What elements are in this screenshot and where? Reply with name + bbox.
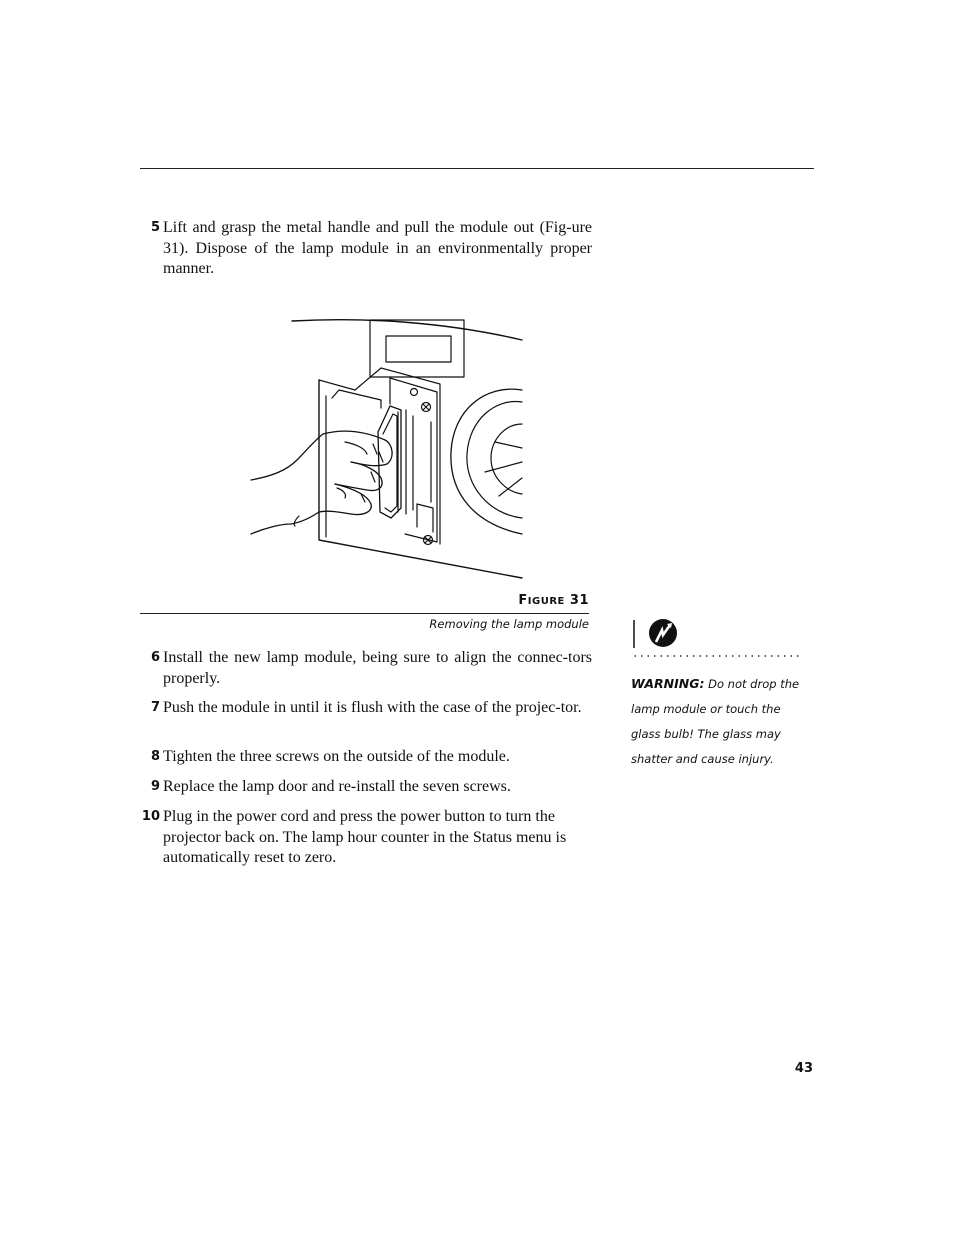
step-text: Push the module in until it is flush with the case of the projec-tor. <box>163 699 582 716</box>
step-text: Lift and grasp the metal handle and pull the module out (Fig-ure 31). Dispose of the lamp module in an environmentally proper manner. <box>163 219 592 277</box>
step-text: Install the new lamp module, being sure to align the connec-tors properly. <box>163 649 592 687</box>
header-rule <box>140 168 814 169</box>
step-number: 8 <box>150 749 160 764</box>
step-6 <box>140 648 592 689</box>
figure-label-initial: F <box>518 593 528 608</box>
figure-label <box>518 593 589 608</box>
step-10 <box>140 807 592 869</box>
warning-text: Do not drop the lamp module or touch the glass bulb! The glass may shatter and cause injury. <box>631 677 800 766</box>
figure-label-rest: IGURE <box>527 596 565 607</box>
step-text: Plug in the power cord and press the power button to turn the projector back on. The lamp hour counter in the Status menu is automatically reset to zero. <box>163 808 567 866</box>
warning-note <box>631 671 807 772</box>
step-8 <box>140 747 592 768</box>
step-number: 7 <box>150 700 160 715</box>
warning-dotted-rule <box>632 654 802 658</box>
figure-caption: Removing the lamp module <box>429 617 589 631</box>
step-number: 6 <box>150 650 160 665</box>
page-number: 43 <box>794 1061 813 1076</box>
step-text: Tighten the three screws on the outside of the module. <box>163 748 510 765</box>
step-number: 9 <box>150 779 160 794</box>
step-7 <box>140 698 592 719</box>
step-9 <box>140 777 592 798</box>
lamp-removal-illustration <box>195 312 530 584</box>
step-text: Replace the lamp door and re-install the seven screws. <box>163 778 511 795</box>
step-5 <box>140 218 592 280</box>
figure-rule <box>140 613 589 614</box>
figure-number: 31 <box>569 593 589 608</box>
step-number: 10 <box>141 809 160 824</box>
warning-lightning-icon <box>632 618 682 650</box>
warning-label: WARNING: <box>631 676 705 691</box>
step-number: 5 <box>150 220 160 235</box>
